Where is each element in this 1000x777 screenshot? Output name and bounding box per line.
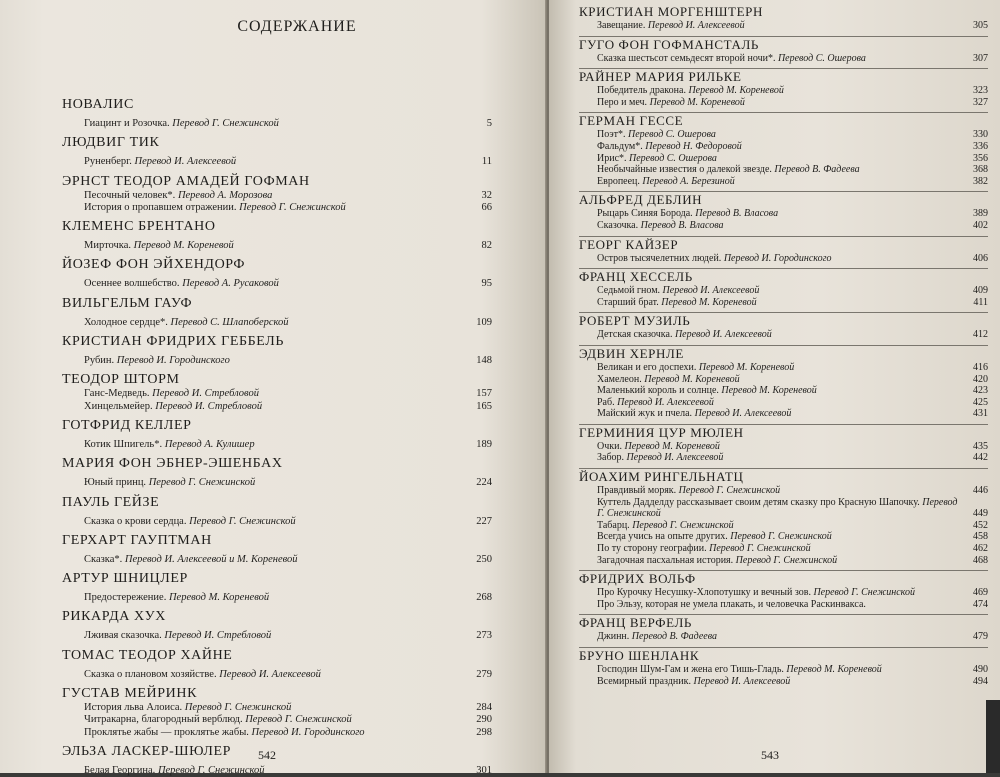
author-heading: ЛЮДВИГ ТИК [62, 135, 160, 151]
entry-title: Хинцельмейер. [84, 400, 153, 412]
entry-translator: Перевод И. Стребловой [152, 388, 259, 400]
entry-page-number: 273 [476, 630, 492, 642]
entry-translator: Перевод Г. Снежинской [735, 554, 838, 566]
entry-title: Куттель Дадделду рассказывает своим детям сказку про Красную Шапочку. [597, 496, 920, 508]
toc-entry [579, 85, 988, 97]
entry-translator: Перевод В. Власова [640, 219, 724, 231]
photo-edge-shadow [986, 700, 1000, 773]
toc-entry [62, 760, 492, 777]
entry-title: Сказочка. [597, 219, 639, 231]
author-heading: АРТУР ШНИЦЛЕР [62, 571, 188, 587]
toc-entry [579, 285, 988, 297]
entry-title: Майский жук и пчела. [597, 408, 693, 420]
entry-title: Забор. [597, 452, 625, 464]
entry-page-number: 11 [481, 156, 492, 168]
entry-page-number: 279 [476, 668, 492, 680]
entry-page-number: 5 [486, 118, 492, 129]
toc-entry [579, 587, 988, 599]
author-heading: ЙОЗЕФ ФОН ЭЙХЕНДОРФ [62, 257, 246, 273]
entry-title: Победитель дракона. [597, 85, 686, 97]
entry-page-number: 490 [973, 664, 988, 675]
entry-page-number: 469 [973, 587, 988, 599]
entry-title: Холодное сердце*. [84, 316, 168, 328]
toc-entry [579, 176, 988, 188]
toc-entry [579, 53, 988, 65]
toc-entry [579, 20, 988, 32]
toc-entry [579, 220, 988, 232]
toc-entry [579, 164, 988, 176]
entry-title: Раб. [597, 396, 615, 408]
toc-entry [579, 599, 988, 611]
toc-entry [62, 401, 492, 413]
entry-page-number: 327 [973, 96, 988, 108]
entry-page-number: 449 [973, 508, 988, 520]
author-heading: ТОМАС ТЕОДОР ХАЙНЕ [62, 647, 233, 663]
author-heading: ЭДВИН ХЕРНЛЕ [579, 345, 988, 362]
entry-page-number: 290 [476, 714, 492, 726]
entry-page-number: 409 [973, 285, 988, 297]
entry-translator: Перевод М. Кореневой [624, 440, 720, 452]
author-heading: НОВАЛИС [62, 97, 134, 112]
entry-title: Осеннее волшебство. [84, 278, 180, 290]
entry-page-number: 452 [973, 519, 988, 531]
toc-entry [579, 676, 988, 688]
toc-entry [579, 385, 988, 397]
entry-title: Всемирный праздник. [597, 675, 691, 687]
entry-title: Завещание. [597, 20, 646, 31]
entry-translator: Перевод Г. Снежинской [172, 118, 279, 129]
author-heading: ПАУЛЬ ГЕЙЗЕ [62, 494, 160, 510]
toc-entry [62, 587, 492, 604]
author-heading: ФРАНЦ ВЕРФЕЛЬ [579, 614, 988, 631]
right-page-number: 543 [761, 748, 779, 762]
author-heading: ЭЛЬЗА ЛАСКЕР-ШЮЛЕР [62, 743, 232, 759]
right-contents-list [579, 4, 988, 687]
toc-entry [579, 297, 988, 309]
entry-translator: Перевод В. Фадеева [774, 164, 860, 176]
toc-entry [579, 531, 988, 543]
entry-page-number: 423 [973, 385, 988, 397]
toc-entry [579, 555, 988, 567]
author-heading: ТЕОДОР ШТОРМ [62, 372, 180, 388]
entry-translator: Перевод А. Березиной [642, 175, 735, 187]
entry-title: Джинн. [597, 631, 630, 643]
toc-entry [62, 151, 492, 168]
toc-entry [62, 511, 492, 528]
toc-entry [62, 727, 492, 739]
entry-translator: Перевод С. Шлапоберской [170, 316, 289, 328]
entry-page-number: 462 [973, 543, 988, 555]
entry-translator: Перевод Г. Снежинской [597, 496, 958, 520]
entry-title: Детская сказочка. [597, 329, 673, 341]
toc-entry [62, 350, 492, 367]
entry-translator: Перевод И. Городинского [116, 355, 230, 367]
entry-title: Мирточка. [84, 240, 132, 252]
toc-entry [579, 520, 988, 532]
entry-translator: Перевод И. Алексеевой [626, 452, 724, 464]
entry-title: Котик Шпигель*. [84, 438, 163, 450]
entry-translator: Перевод И. Алексеевой [617, 396, 714, 408]
entry-page-number: 435 [973, 440, 988, 452]
entry-translator: Перевод И. Алексеевой [662, 285, 760, 297]
entry-title: Рыцарь Синяя Борода. [597, 208, 693, 220]
entry-title: По ту сторону географии. [597, 543, 707, 555]
entry-title: Сказка о плановом хозяйстве. [84, 668, 217, 680]
toc-entry [62, 113, 492, 130]
entry-page-number: 411 [973, 296, 988, 308]
entry-title: Фальдум*. [597, 140, 643, 152]
toc-entry [579, 129, 988, 141]
toc-entry [579, 153, 988, 165]
entry-translator: Перевод Г. Снежинской [730, 531, 832, 543]
toc-entry [579, 543, 988, 555]
entry-translator: Перевод Н. Федоровой [645, 140, 742, 152]
toc-entry [579, 362, 988, 374]
toc-entry [579, 397, 988, 409]
toc-entry [579, 497, 988, 520]
entry-translator: Перевод Г. Снежинской [184, 702, 292, 714]
entry-page-number: 32 [481, 189, 492, 201]
entry-translator: Перевод И. Городинского [723, 252, 832, 264]
entry-translator: Перевод М. Кореневой [786, 664, 882, 675]
entry-translator: Перевод М. Кореневой [661, 296, 757, 308]
entry-title: Загадочная пасхальная история. [597, 554, 734, 566]
entry-page-number: 336 [973, 140, 988, 152]
entry-page-number: 227 [476, 515, 492, 527]
entry-translator: Перевод М. Кореневой [721, 385, 817, 397]
author-heading: ГУГО ФОН ГОФМАНСТАЛЬ [579, 36, 988, 53]
entry-page-number: 284 [476, 702, 492, 714]
author-heading: ГЕРМАН ГЕССЕ [579, 112, 988, 129]
toc-entry [62, 714, 492, 726]
entry-title: Европеец. [597, 175, 640, 187]
toc-entry [62, 273, 492, 290]
entry-page-number: 95 [481, 278, 492, 290]
entry-title: История о пропавшем отражении. [84, 201, 237, 213]
toc-entry [62, 702, 492, 714]
toc-entry [579, 97, 988, 109]
toc-entry [62, 312, 492, 329]
entry-page-number: 109 [476, 316, 492, 328]
entry-translator: Перевод Г. Снежинской [239, 201, 346, 213]
entry-page-number: 382 [973, 175, 988, 187]
entry-page-number: 425 [973, 396, 988, 408]
entry-translator: Перевод В. Власова [695, 208, 779, 220]
entry-page-number: 416 [973, 361, 988, 373]
entry-translator: Перевод А. Русаковой [182, 278, 279, 290]
entry-page-number: 420 [973, 373, 988, 385]
toc-entry [579, 253, 988, 265]
author-heading: РАЙНЕР МАРИЯ РИЛЬКЕ [579, 68, 988, 85]
entry-page-number: 468 [973, 554, 988, 566]
entry-page-number: 494 [973, 675, 988, 687]
entry-translator: Перевод Г. Снежинской [709, 543, 811, 555]
entry-page-number: 82 [481, 240, 492, 252]
entry-title: Юный принц. [84, 477, 147, 489]
entry-page-number: 442 [973, 452, 988, 464]
entry-page-number: 458 [973, 531, 988, 543]
entry-title: Очки. [597, 440, 622, 452]
left-page-number: 542 [258, 748, 276, 762]
toc-entry [579, 664, 988, 676]
entry-translator: Перевод С. Ошерова [629, 152, 717, 164]
entry-translator: Перевод И. Алексеевой [134, 156, 237, 168]
entry-title: Ганс-Медведь. [84, 388, 150, 400]
author-heading: ГЕРХАРТ ГАУПТМАН [62, 532, 212, 548]
entry-title: Маленький король и солнце. [597, 385, 719, 397]
entry-translator: Перевод И. Алексеевой [674, 329, 772, 341]
entry-title: Поэт*. [597, 129, 626, 141]
entry-title: Читракарна, благородный верблюд. [84, 714, 243, 726]
author-heading: ФРИДРИХ ВОЛЬФ [579, 570, 988, 587]
entry-translator: Перевод А. Морозова [177, 189, 273, 201]
entry-title: Про Эльзу, которая не умела плакать, и человечка Раскинвакса. [597, 598, 866, 610]
entry-page-number: 368 [973, 164, 988, 176]
entry-page-number: 189 [476, 438, 492, 450]
entry-title: Седьмой гном. [597, 285, 661, 297]
left-contents-list [62, 96, 492, 777]
author-heading: ГУСТАВ МЕЙРИНК [62, 686, 198, 702]
entry-page-number: 305 [973, 20, 988, 31]
entry-translator: Перевод Г. Снежинской [678, 485, 781, 497]
author-heading: ЙОАХИМ РИНГЕЛЬНАТЦ [579, 468, 988, 485]
entry-title: Гиацинт и Розочка. [84, 118, 170, 129]
author-heading: АЛЬФРЕД ДЕБЛИН [579, 191, 988, 208]
author-heading: РИКАРДА ХУХ [62, 609, 166, 625]
entry-title: Великан и его доспехи. [597, 361, 697, 373]
toc-entry [62, 434, 492, 451]
author-heading: БРУНО ШЕНЛАНК [579, 647, 988, 664]
toc-entry [62, 190, 492, 202]
entry-page-number: 356 [973, 152, 988, 164]
entry-title: Белая Георгина. [84, 764, 156, 776]
entry-page-number: 298 [476, 726, 492, 738]
author-heading: ВИЛЬГЕЛЬМ ГАУФ [62, 295, 193, 311]
entry-title: Лживая сказочка. [84, 630, 162, 642]
author-heading: ГОТФРИД КЕЛЛЕР [62, 417, 192, 433]
entry-translator: Перевод А. Кулишер [164, 438, 255, 450]
entry-page-number: 301 [476, 764, 492, 776]
entry-title: Перо и меч. [597, 96, 648, 108]
entry-title: Ирис*. [597, 152, 627, 164]
entry-title: Старший брат. [597, 296, 659, 308]
entry-title: Сказка о крови сердца. [84, 515, 187, 527]
entry-translator: Перевод С. Ошерова [628, 129, 716, 141]
author-heading: КРИСТИАН МОРГЕНШТЕРН [579, 4, 763, 19]
author-heading: ФРАНЦ ХЕССЕЛЬ [579, 268, 988, 285]
entry-translator: Перевод М. Кореневой [649, 96, 745, 108]
entry-title: Необычайные известия о далекой звезде. [597, 164, 772, 176]
entry-title: Господин Шум-Гам и жена его Тишь-Гладь. [597, 664, 784, 675]
toc-entry [62, 202, 492, 214]
entry-translator: Перевод И. Алексеевой и М. Кореневой [124, 553, 298, 565]
toc-entry [62, 625, 492, 642]
entry-translator: Перевод Г. Снежинской [245, 714, 352, 726]
entry-page-number: 307 [973, 52, 988, 64]
entry-translator: Перевод И. Стребловой [155, 400, 263, 412]
entry-title: Рубин. [84, 355, 115, 367]
entry-title: Табарц. [597, 519, 630, 531]
entry-translator: Перевод Г. Снежинской [813, 587, 915, 599]
entry-title: Всегда учись на опыте других. [597, 531, 728, 543]
entry-translator: Перевод М. Кореневой [698, 361, 795, 373]
toc-entry [579, 141, 988, 153]
entry-translator: Перевод И. Алексеевой [693, 675, 791, 687]
author-heading: ГЕОРГ КАЙЗЕР [579, 236, 988, 253]
entry-translator: Перевод Г. Снежинской [157, 764, 265, 776]
toc-entry [579, 329, 988, 341]
toc-entry [579, 208, 988, 220]
entry-translator: Перевод С. Ошерова [777, 52, 866, 64]
entry-translator: Перевод В. Фадеева [631, 631, 718, 643]
entry-translator: Перевод И. Алексеевой [647, 20, 745, 31]
entry-translator: Перевод М. Кореневой [644, 373, 740, 385]
entry-page-number: 406 [973, 252, 988, 264]
toc-entry [579, 441, 988, 453]
toc-entry [62, 235, 492, 252]
contents-heading: СОДЕРЖАНИЕ [237, 18, 357, 35]
entry-page-number: 412 [973, 329, 988, 341]
author-heading: КРИСТИАН ФРИДРИХ ГЕББЕЛЬ [62, 334, 284, 350]
author-heading: ГЕРМИНИЯ ЦУР МЮЛЕН [579, 424, 988, 441]
toc-entry [62, 549, 492, 566]
author-heading: МАРИЯ ФОН ЭБНЕР-ЭШЕНБАХ [62, 456, 283, 472]
entry-title: Проклятье жабы — проклятье жабы. [84, 726, 249, 738]
entry-title: История льва Алоиса. [84, 702, 183, 714]
author-heading: КЛЕМЕНС БРЕНТАНО [62, 219, 216, 235]
entry-translator: Перевод М. Кореневой [688, 85, 784, 97]
entry-translator: Перевод И. Стребловой [164, 630, 272, 642]
toc-entry [579, 374, 988, 386]
entry-page-number: 389 [973, 208, 988, 220]
entry-translator: Перевод Г. Снежинской [148, 477, 256, 489]
author-heading: РОБЕРТ МУЗИЛЬ [579, 312, 988, 329]
toc-entry [62, 472, 492, 489]
entry-page-number: 402 [973, 219, 988, 231]
entry-translator: Перевод И. Алексеевой [694, 408, 792, 420]
entry-page-number: 268 [476, 592, 492, 604]
entry-page-number: 479 [973, 631, 988, 643]
entry-title: Остров тысячелетних людей. [597, 252, 722, 264]
entry-translator: Перевод Г. Снежинской [632, 519, 734, 531]
entry-page-number: 165 [476, 400, 492, 412]
entry-page-number: 330 [973, 129, 988, 141]
entry-translator: Перевод И. Городинского [251, 726, 365, 738]
entry-page-number: 431 [973, 408, 988, 420]
entry-translator: Перевод Г. Снежинской [189, 515, 296, 527]
entry-page-number: 446 [973, 485, 988, 497]
author-heading: ЭРНСТ ТЕОДОР АМАДЕЙ ГОФМАН [62, 173, 310, 189]
toc-entry [579, 408, 988, 420]
entry-title: Хамелеон. [597, 373, 642, 385]
entry-title: Про Курочку Несушку-Хлопотушку и вечный зов. [597, 587, 811, 599]
entry-translator: Перевод М. Кореневой [168, 592, 270, 604]
entry-page-number: 224 [476, 477, 492, 489]
entry-page-number: 323 [973, 85, 988, 97]
right-page [549, 0, 1000, 773]
entry-page-number: 250 [476, 553, 492, 565]
entry-page-number: 157 [476, 388, 492, 400]
entry-title: Предостережение. [84, 592, 167, 604]
entry-title: Песочный человек*. [84, 189, 176, 201]
entry-page-number: 474 [973, 598, 988, 610]
entry-translator: Перевод М. Кореневой [133, 240, 234, 252]
entry-title: Правдивый моряк. [597, 485, 677, 497]
toc-entry [62, 388, 492, 400]
toc-entry [62, 664, 492, 681]
entry-title: Руненберг. [84, 156, 132, 168]
toc-entry [579, 485, 988, 497]
entry-title: Сказка шестьсот семьдесят второй ночи*. [597, 52, 776, 64]
entry-translator: Перевод И. Алексеевой [219, 668, 321, 680]
entry-page-number: 66 [481, 201, 492, 213]
entry-page-number: 148 [476, 355, 492, 367]
toc-entry [579, 452, 988, 464]
entry-title: Сказка*. [84, 553, 123, 565]
toc-entry [579, 631, 988, 643]
